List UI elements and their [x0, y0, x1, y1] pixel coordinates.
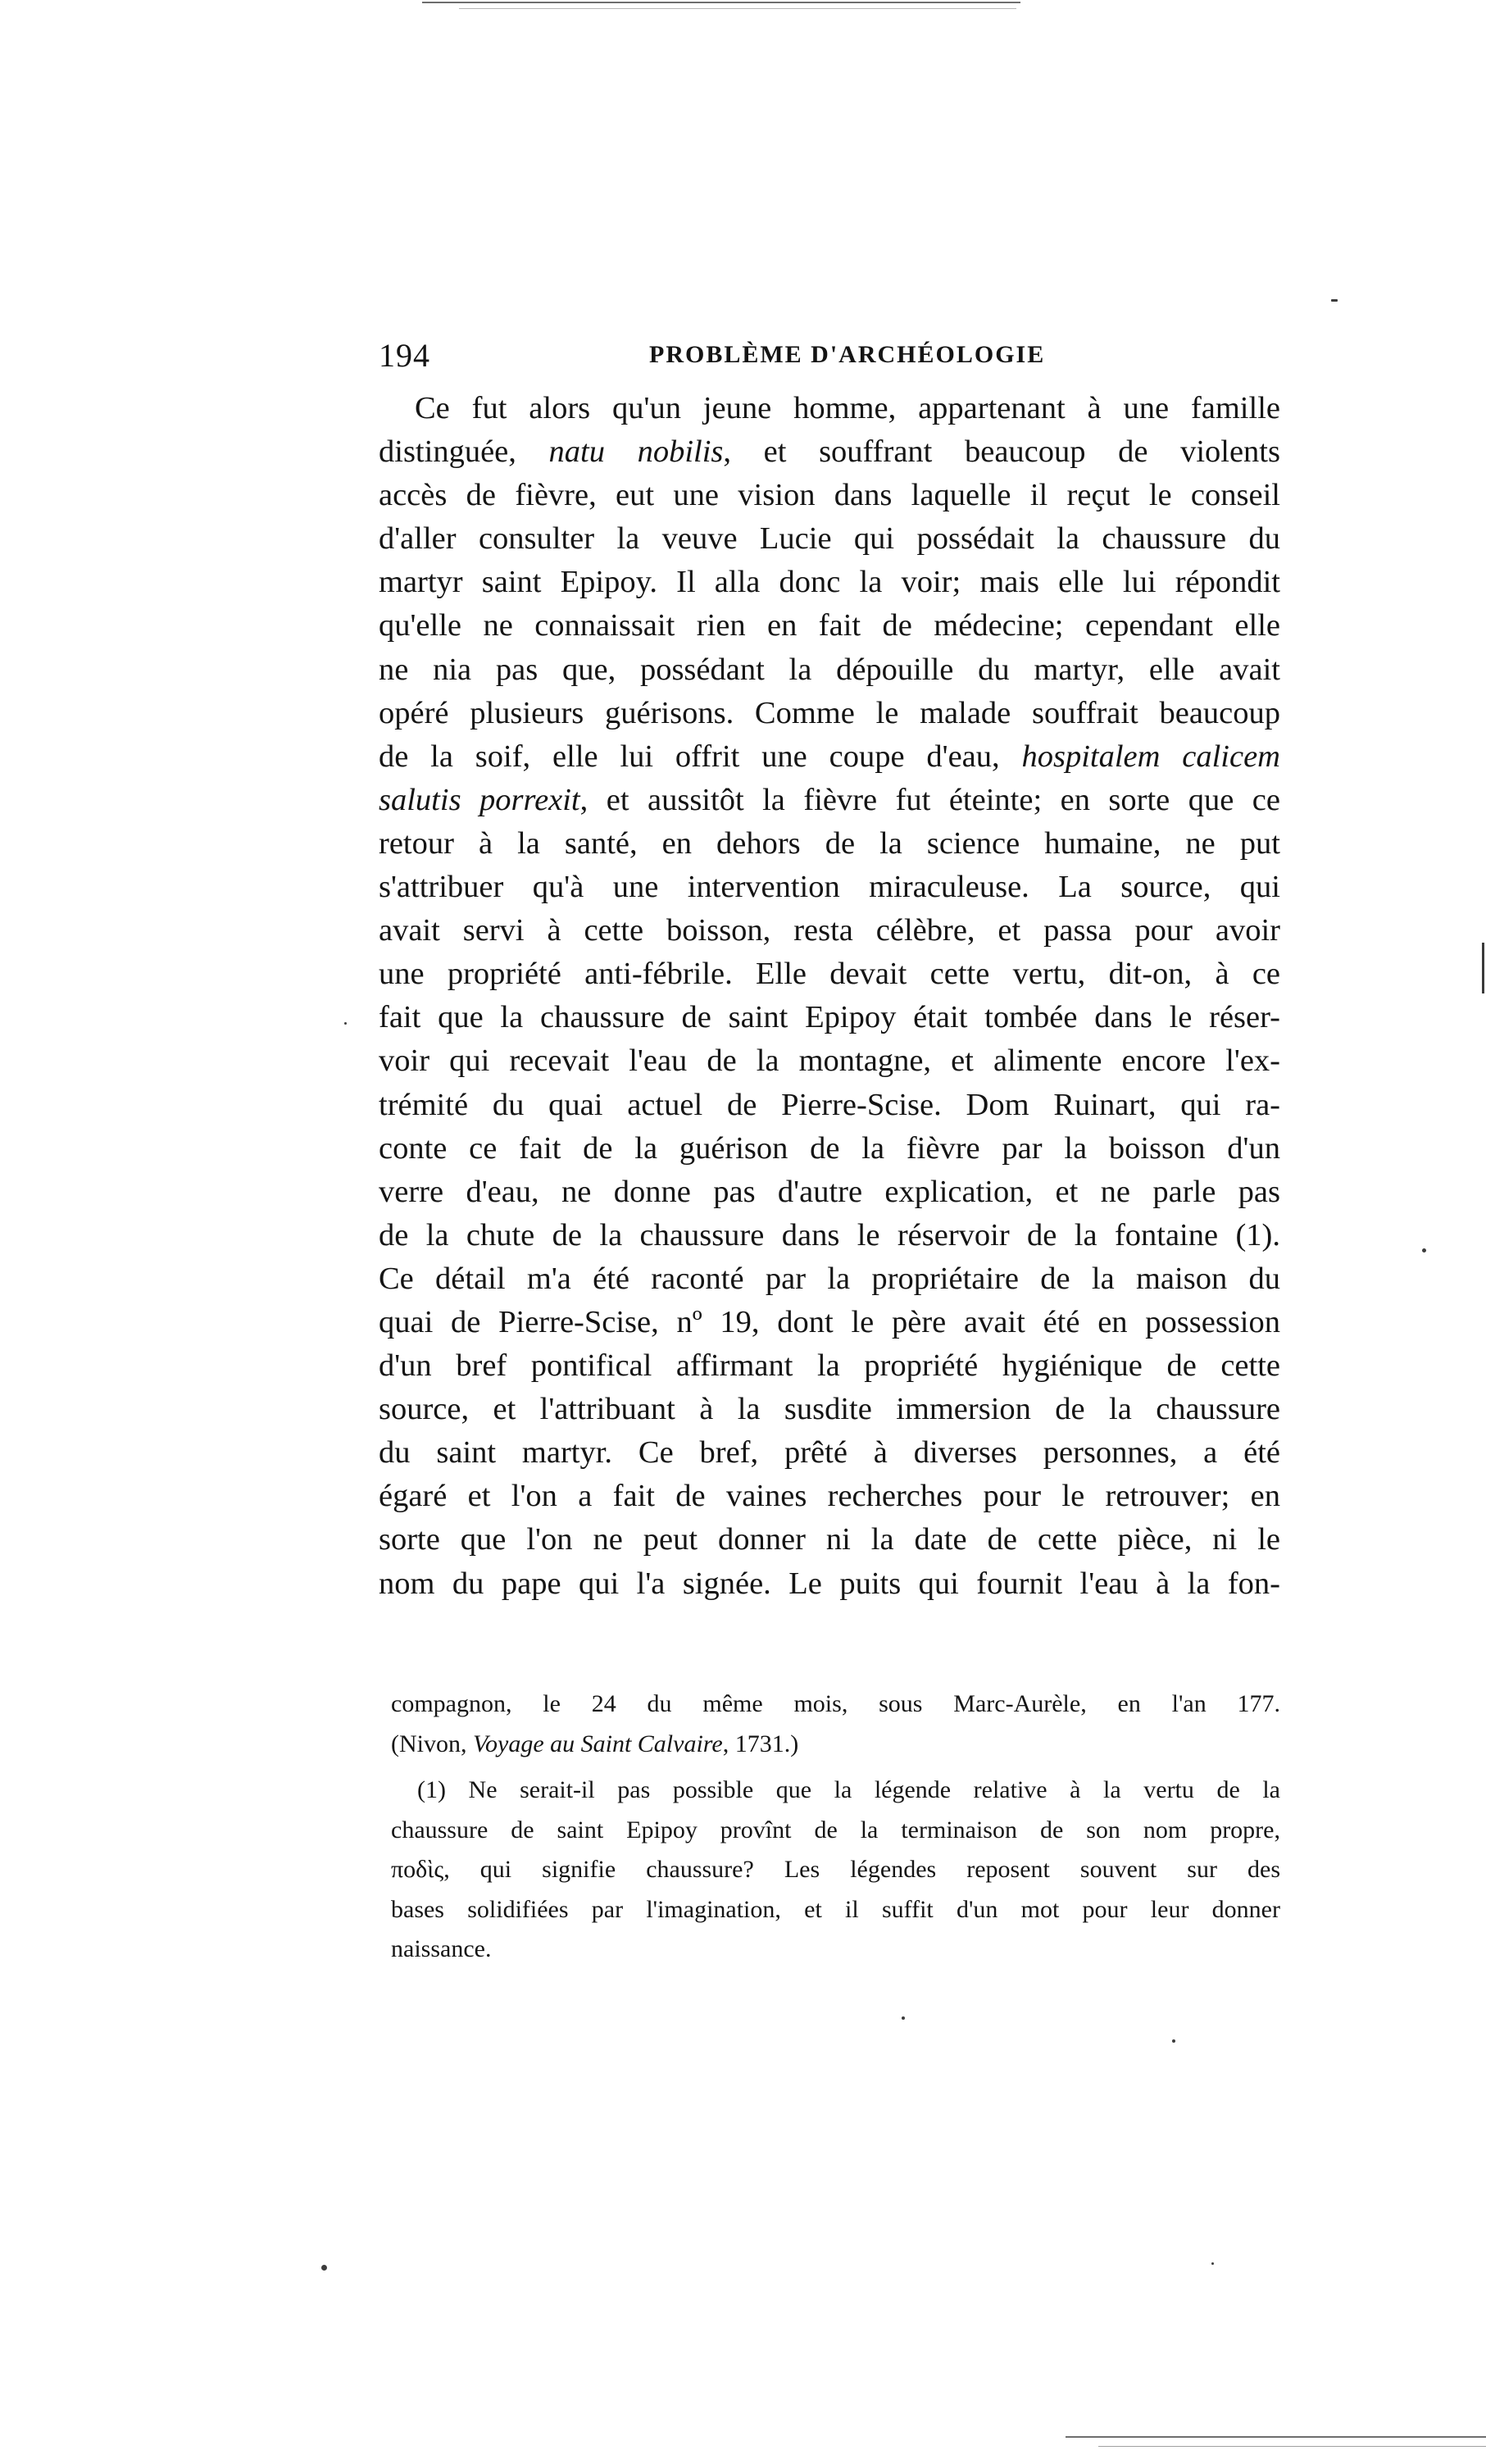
footnotes	[391, 1684, 1280, 1970]
footnote-1-line: (1) Ne serait-il pas possible que la légende relative à la vertu de la	[417, 1776, 1280, 1803]
scan-speck	[1172, 2039, 1175, 2043]
italic-phrase: salutis porrexit	[379, 782, 580, 817]
scan-edge-line-bottom-faint	[1098, 2446, 1486, 2447]
scan-speck	[321, 2265, 327, 2271]
footnote-continuation-line: (Nivon, Voyage au Saint Calvaire, 1731.)	[391, 1730, 799, 1757]
italic-phrase: Voyage au Saint Calvaire	[473, 1730, 723, 1757]
text-line: ne nia pas que, possédant la dépouille du martyr, elle avait	[379, 652, 1280, 687]
scan-edge-line-top	[422, 2, 1020, 3]
footnote-1-line: chaussure de saint Epipoy provînt de la terminaison de son nom propre,	[391, 1816, 1280, 1843]
running-title: PROBLÈME D'ARCHÉOLOGIE	[649, 341, 1046, 368]
text-line: opéré plusieurs guérisons. Comme le malade souffrait beaucoup	[379, 695, 1280, 730]
main-text	[379, 387, 1280, 1606]
footnote-1-line: bases solidifiées par l'imagination, et il suffit d'un mot pour leur donner	[391, 1895, 1280, 1923]
text-line: de la chute de la chaussure dans le réservoir de la fontaine (1).	[379, 1217, 1280, 1252]
text-line: d'aller consulter la veuve Lucie qui possédait la chaussure du	[379, 521, 1280, 557]
text-line: verre d'eau, ne donne pas d'autre explication, et ne parle pas	[379, 1174, 1280, 1209]
page-number: 194	[379, 337, 430, 374]
text-line: retour à la santé, en dehors de la science humaine, ne put	[379, 825, 1280, 861]
text-line: martyr saint Epipoy. Il alla donc la voir; mais elle lui répondit	[379, 565, 1280, 600]
text-line: nom du pape qui l'a signée. Le puits qui fournit l'eau à la fon-	[379, 1566, 1280, 1601]
scan-edge-line-top-faint	[459, 8, 1016, 9]
text-line: de la soif, elle lui offrit une coupe d'eau, hospitalem calicem	[379, 739, 1280, 774]
footnote-continuation-line: compagnon, le 24 du même mois, sous Marc-Aurèle, en l'an 177.	[391, 1690, 1280, 1717]
text-line: quai de Pierre-Scise, nº 19, dont le père avait été en possession	[379, 1304, 1280, 1339]
text-line: accès de fièvre, eut une vision dans laquelle il reçut le conseil	[379, 478, 1280, 513]
running-head	[379, 336, 1280, 377]
footnote-1-line: naissance.	[391, 1935, 492, 1962]
text-line: égaré et l'on a fait de vaines recherches pour le retrouver; en	[379, 1479, 1280, 1514]
scan-speck	[1331, 299, 1338, 302]
text-line: une propriété anti-fébrile. Elle devait cette vertu, dit-on, à ce	[379, 957, 1280, 992]
text-line: d'un bref pontifical affirmant la propriété hygiénique de cette	[379, 1348, 1280, 1384]
text-line: avait servi à cette boisson, resta célèbre, et passa pour avoir	[379, 913, 1280, 948]
scan-edge-mark-right	[1482, 943, 1484, 993]
text-line: qu'elle ne connaissait rien en fait de médecine; cependant elle	[379, 608, 1280, 643]
text-line: du saint martyr. Ce bref, prêté à diverses personnes, a été	[379, 1435, 1280, 1471]
text-line: fait que la chaussure de saint Epipoy était tombée dans le réser-	[379, 1000, 1280, 1035]
italic-phrase: hospitalem calicem	[1021, 739, 1280, 774]
scan-speck	[1422, 1248, 1426, 1252]
footnote-spacer	[391, 1764, 1280, 1771]
scan-speck	[1211, 2262, 1214, 2265]
text-line: sorte que l'on ne peut donner ni la date de cette pièce, ni le	[379, 1522, 1280, 1557]
footnote-1-line: ποδὶς, qui signifie chaussure? Les légendes reposent souvent sur des	[391, 1856, 1280, 1883]
text-line: voir qui recevait l'eau de la montagne, et alimente encore l'ex-	[379, 1043, 1280, 1079]
text-line: trémité du quai actuel de Pierre-Scise. Dom Ruinart, qui ra-	[379, 1087, 1280, 1122]
scan-speck	[344, 1022, 347, 1025]
italic-phrase: natu nobilis	[548, 434, 724, 470]
text-line: conte ce fait de la guérison de la fièvre par la boisson d'un	[379, 1130, 1280, 1166]
text-line: Ce détail m'a été raconté par la propriétaire de la maison du	[379, 1261, 1280, 1296]
text-line: distinguée, natu nobilis, et souffrant beaucoup de violents	[379, 434, 1280, 470]
text-line: Ce fut alors qu'un jeune homme, appartenant à une famille	[415, 391, 1280, 425]
scan-speck	[902, 2016, 905, 2020]
text-line: s'attribuer qu'à une intervention miraculeuse. La source, qui	[379, 870, 1280, 905]
text-line: source, et l'attribuant à la susdite immersion de la chaussure	[379, 1392, 1280, 1427]
scan-edge-line-bottom	[1066, 2436, 1486, 2438]
text-line: salutis porrexit, et aussitôt la fièvre fut éteinte; en sorte que ce	[379, 782, 1280, 817]
